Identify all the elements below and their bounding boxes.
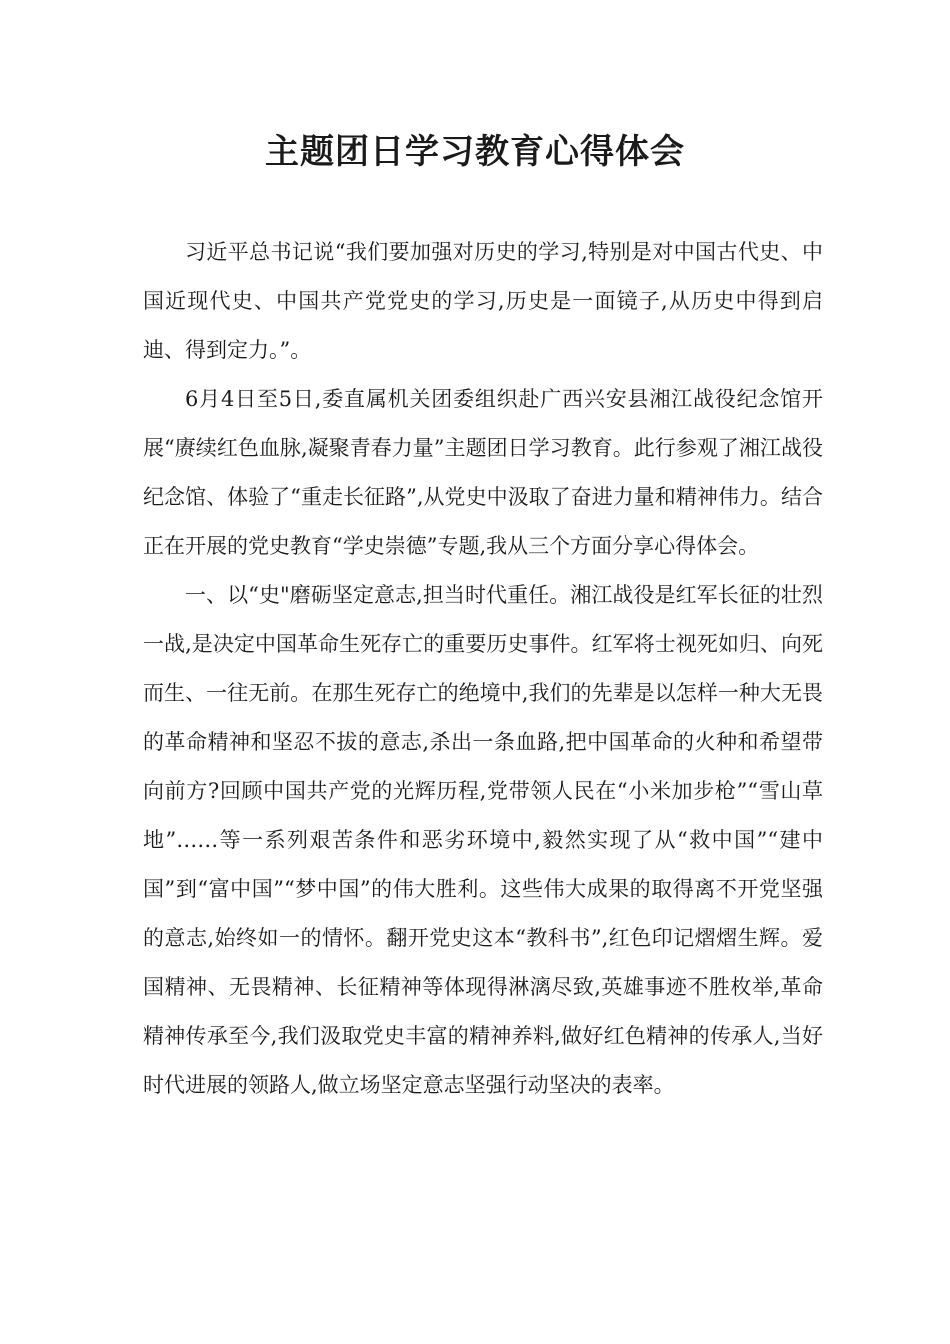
document-title: 主题团日学习教育心得体会 [265, 132, 685, 172]
paragraph-activity: 6月4日至5日,委直属机关团委组织赴广西兴安县湘江战役纪念馆开展“赓续红色血脉,凝聚青春力量”主题团日学习教育。此行参观了湘江战役纪念馆、体验了“重走长征路”,从党史中汲取了奋进力量和精神伟力。结合正在开展的党史教育“学史崇德”专题,我从三个方面分享心得体会。 [143, 387, 823, 558]
paragraph-section-one: 一、以“史"磨砺坚定意志,担当时代重任。湘江战役是红军长征的壮烈一战,是决定中国革命生死存亡的重要历史事件。红军将士视死如归、向死而生、一往无前。在那生死存亡的绝境中,我们的先辈是以怎样一种大无畏的革命精神和坚忍不拔的意志,杀出一条血路,把中国革命的火种和希望带向前方?回顾中国共产党的光辉历程,党带领人民在“小米加步枪”“雪山草地”……等一系列艰苦条件和恶劣环境中,毅然实现了从“救中国”“建中国”到“富中国”“梦中国”的伟大胜利。这些伟大成果的取得离不开党坚强的意志,始终如一的情怀。翻开党史这本“教科书”,红色印记熠熠生辉。爱国精神、无畏精神、长征精神等体现得淋漓尽致,英雄事迹不胜枚举,革命精神传承至今,我们汲取党史丰富的精神养料,做好红色精神的传承人,当好时代进展的领路人,做立场坚定意志坚强行动坚决的表率。 [143, 583, 823, 1097]
document-body [143, 228, 823, 1110]
paragraph-intro-quote: 习近平总书记说“我们要加强对历史的学习,特别是对中国古代史、中国近现代史、中国共产党党史的学习,历史是一面镜子,从历史中得到启迪、得到定力。”。 [143, 240, 823, 362]
